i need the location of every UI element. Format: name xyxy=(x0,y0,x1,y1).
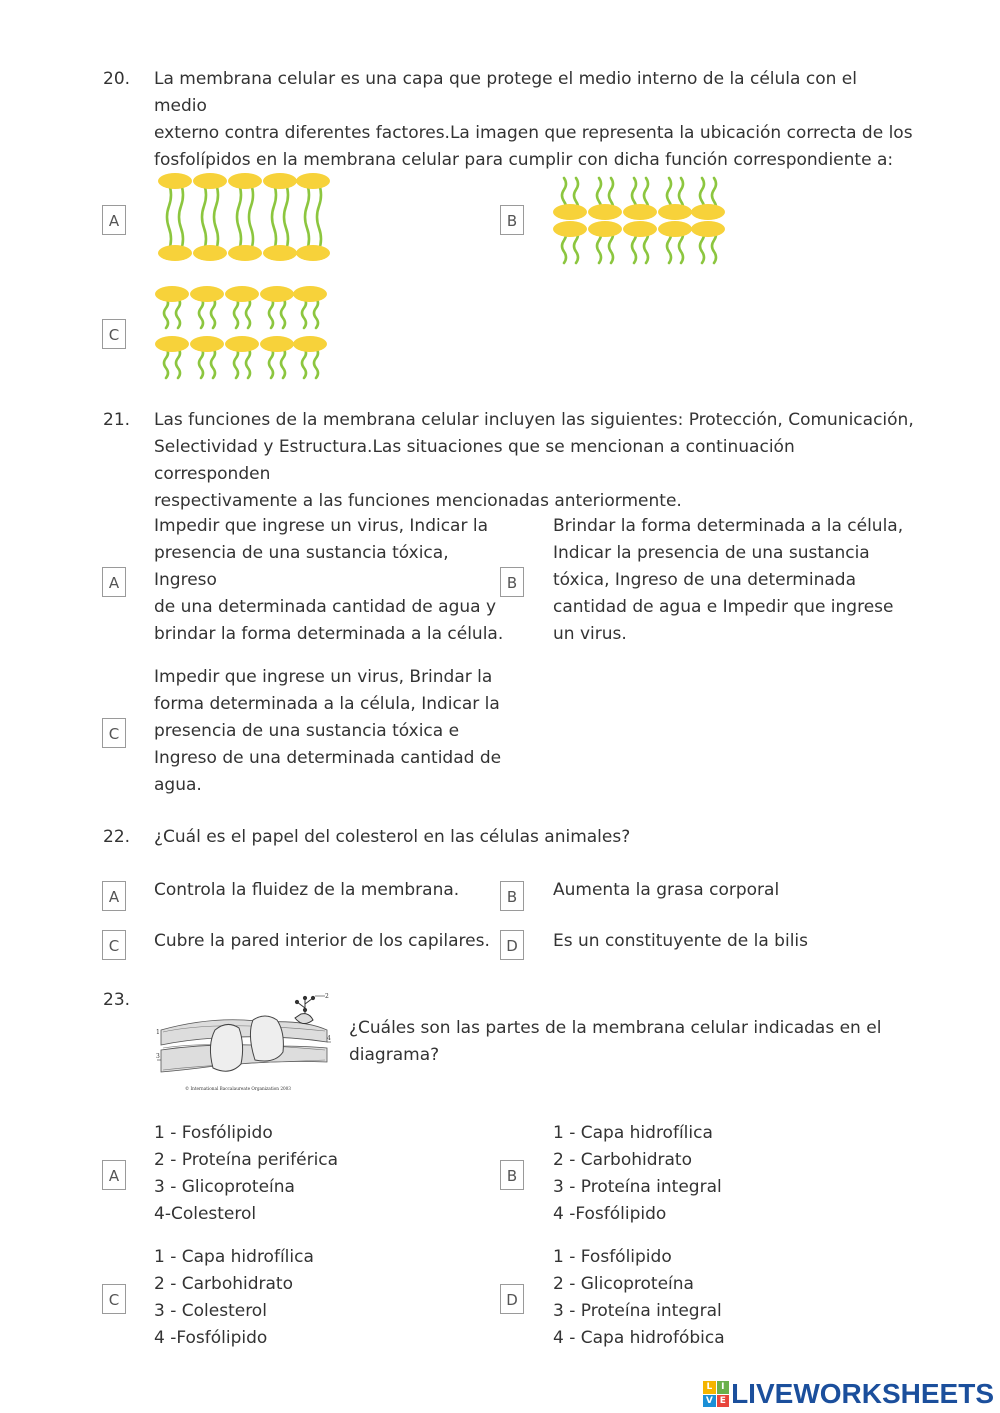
phospholipid-head xyxy=(158,245,192,261)
q22-option-a-text: Controla la fluidez de la membrana. xyxy=(154,880,460,900)
q21-option-a-text: Impedir que ingrese un virus, Indicar la presencia de una sustancia tóxica, Ingreso de una determinada cantidad de agua y brindar la forma determinada a la célula. xyxy=(154,516,504,644)
phospholipid-head xyxy=(225,336,259,352)
phospholipid-head xyxy=(260,286,294,302)
liveworksheets-logo-text: LIVEWORKSHEETS xyxy=(731,1378,994,1409)
phospholipid-head xyxy=(228,173,262,189)
phospholipid-head xyxy=(658,221,692,237)
q23-text: ¿Cuáles son las partes de la membrana celular indicadas en el diagrama? xyxy=(349,1018,882,1065)
phospholipid-tail xyxy=(214,184,218,250)
q21-number: 21. xyxy=(103,410,131,430)
q23-option-b-box[interactable]: B xyxy=(500,1160,524,1190)
q21-option-b-text: Brindar la forma determinada a la célula, Indicar la presencia de una sustancia tóxica, Ingreso de una determinada cantidad de agua e Impedir que ingrese un virus. xyxy=(553,516,904,644)
q23-option-a-text: 1 - Fosfólipido 2 - Proteína periférica 3 - Glicoproteína 4-Colesterol xyxy=(154,1123,339,1224)
q20-option-b-box[interactable]: B xyxy=(500,205,524,235)
phospholipid-head xyxy=(293,336,327,352)
q23-option-b-text: 1 - Capa hidrofílica 2 - Carbohidrato 3 - Proteína integral 4 -Fosfólipido xyxy=(553,1123,722,1224)
q22-option-c-box[interactable]: C xyxy=(102,930,126,960)
phospholipid-tail xyxy=(249,184,253,250)
q23-option-c-text: 1 - Capa hidrofílica 2 - Carbohidrato 3 - Colesterol 4 -Fosfólipido xyxy=(154,1247,314,1348)
phospholipid-tail xyxy=(272,184,276,250)
phospholipid-head xyxy=(263,245,297,261)
phospholipid-tail xyxy=(269,348,273,378)
liveworksheets-logo[interactable] xyxy=(703,1377,994,1411)
q20-option-a-box[interactable]: A xyxy=(102,205,126,235)
phospholipid-tail xyxy=(302,348,306,378)
q22-option-a-box[interactable]: A xyxy=(102,881,126,911)
phospholipid-tail xyxy=(246,298,250,328)
phospholipid-tail xyxy=(234,298,238,328)
q20-option-a-membrane-image xyxy=(155,170,335,265)
q23-option-c-box[interactable]: C xyxy=(102,1284,126,1314)
q22-text: ¿Cuál es el papel del colesterol en las células animales? xyxy=(154,827,631,847)
q21-option-c-text: Impedir que ingrese un virus, Brindar la forma determinada a la célula, Indicar la presencia de una sustancia tóxica e Ingreso de una determinada cantidad de agua. xyxy=(154,667,502,795)
phospholipid-head xyxy=(691,204,725,220)
phospholipid-head xyxy=(155,286,189,302)
phospholipid-head xyxy=(193,173,227,189)
q23-diagram-credit: © International Baccalaureate Organization 2003 xyxy=(185,1086,291,1091)
q22-option-b-box[interactable]: B xyxy=(500,881,524,911)
phospholipid-head xyxy=(553,221,587,237)
q21-text: Las funciones de la membrana celular incluyen las siguientes: Protección, Comunicación, Selectividad y Estructura.Las situaciones que se mencionan a continuación corresponden respectivamente a las funciones mencionadas anteriormente. xyxy=(154,410,914,511)
q23-membrane-diagram xyxy=(155,990,333,1095)
phospholipid-head xyxy=(623,204,657,220)
phospholipid-tail xyxy=(211,298,215,328)
phospholipid-tail xyxy=(314,298,318,328)
phospholipid-tail xyxy=(284,184,288,250)
phospholipid-head xyxy=(158,173,192,189)
q21-option-a-box[interactable]: A xyxy=(102,567,126,597)
phospholipid-tail xyxy=(199,348,203,378)
q23-diagram-label-2: 2 xyxy=(325,993,329,1000)
q23-diagram-label-3: 3 xyxy=(156,1053,160,1060)
q23-diagram-label-1: 1 xyxy=(156,1029,160,1036)
q22-number: 22. xyxy=(103,827,131,847)
phospholipid-head xyxy=(293,286,327,302)
phospholipid-head xyxy=(588,221,622,237)
phospholipid-tail xyxy=(211,348,215,378)
phospholipid-head xyxy=(193,245,227,261)
q21-option-b-box[interactable]: B xyxy=(500,567,524,597)
liveworksheets-logo-mark: L I V E xyxy=(703,1381,729,1407)
phospholipid-head xyxy=(588,204,622,220)
q23-number: 23. xyxy=(103,990,131,1010)
phospholipid-tail xyxy=(269,298,273,328)
phospholipid-tail xyxy=(199,298,203,328)
phospholipid-tail xyxy=(234,348,238,378)
phospholipid-head xyxy=(225,286,259,302)
phospholipid-tail xyxy=(176,298,180,328)
phospholipid-head xyxy=(553,204,587,220)
phospholipid-tail xyxy=(317,184,321,250)
phospholipid-tail xyxy=(202,184,206,250)
phospholipid-head xyxy=(263,173,297,189)
phospholipid-tail xyxy=(246,348,250,378)
q22-option-d-box[interactable]: D xyxy=(500,930,524,960)
q20-option-c-membrane-image xyxy=(152,282,332,382)
q23-option-a-box[interactable]: A xyxy=(102,1160,126,1190)
phospholipid-head xyxy=(155,336,189,352)
q22-option-d-text: Es un constituyente de la bilis xyxy=(553,931,808,951)
q23-option-d-box[interactable]: D xyxy=(500,1284,524,1314)
phospholipid-tail xyxy=(164,298,168,328)
q21-option-c-box[interactable]: C xyxy=(102,718,126,748)
q20-number: 20. xyxy=(103,69,131,89)
q20-option-b-membrane-image xyxy=(550,175,730,267)
phospholipid-tail xyxy=(281,298,285,328)
q22-option-c-text: Cubre la pared interior de los capilares. xyxy=(154,931,490,951)
phospholipid-tail xyxy=(281,348,285,378)
phospholipid-head xyxy=(623,221,657,237)
q20-text: La membrana celular es una capa que protege el medio interno de la célula con el medio externo contra diferentes factores.La imagen que representa la ubicación correcta de los fosfolípidos en la membrana celular para cumplir con dicha función correspondiente a: xyxy=(154,69,913,170)
phospholipid-head xyxy=(190,336,224,352)
phospholipid-tail xyxy=(302,298,306,328)
phospholipid-head xyxy=(228,245,262,261)
phospholipid-head xyxy=(691,221,725,237)
phospholipid-head xyxy=(190,286,224,302)
phospholipid-tail xyxy=(167,184,171,250)
q23-option-d-text: 1 - Fosfólipido 2 - Glicoproteína 3 - Proteína integral 4 - Capa hidrofóbica xyxy=(553,1247,725,1348)
phospholipid-tail xyxy=(314,348,318,378)
phospholipid-tail xyxy=(164,348,168,378)
phospholipid-tail xyxy=(179,184,183,250)
phospholipid-tail xyxy=(305,184,309,250)
phospholipid-tail xyxy=(176,348,180,378)
phospholipid-head xyxy=(260,336,294,352)
phospholipid-head xyxy=(296,173,330,189)
q22-option-b-text: Aumenta la grasa corporal xyxy=(553,880,780,900)
q20-option-c-box[interactable]: C xyxy=(102,319,126,349)
q23-diagram-label-4: 4 xyxy=(327,1035,331,1042)
phospholipid-head xyxy=(658,204,692,220)
phospholipid-tail xyxy=(237,184,241,250)
phospholipid-head xyxy=(296,245,330,261)
